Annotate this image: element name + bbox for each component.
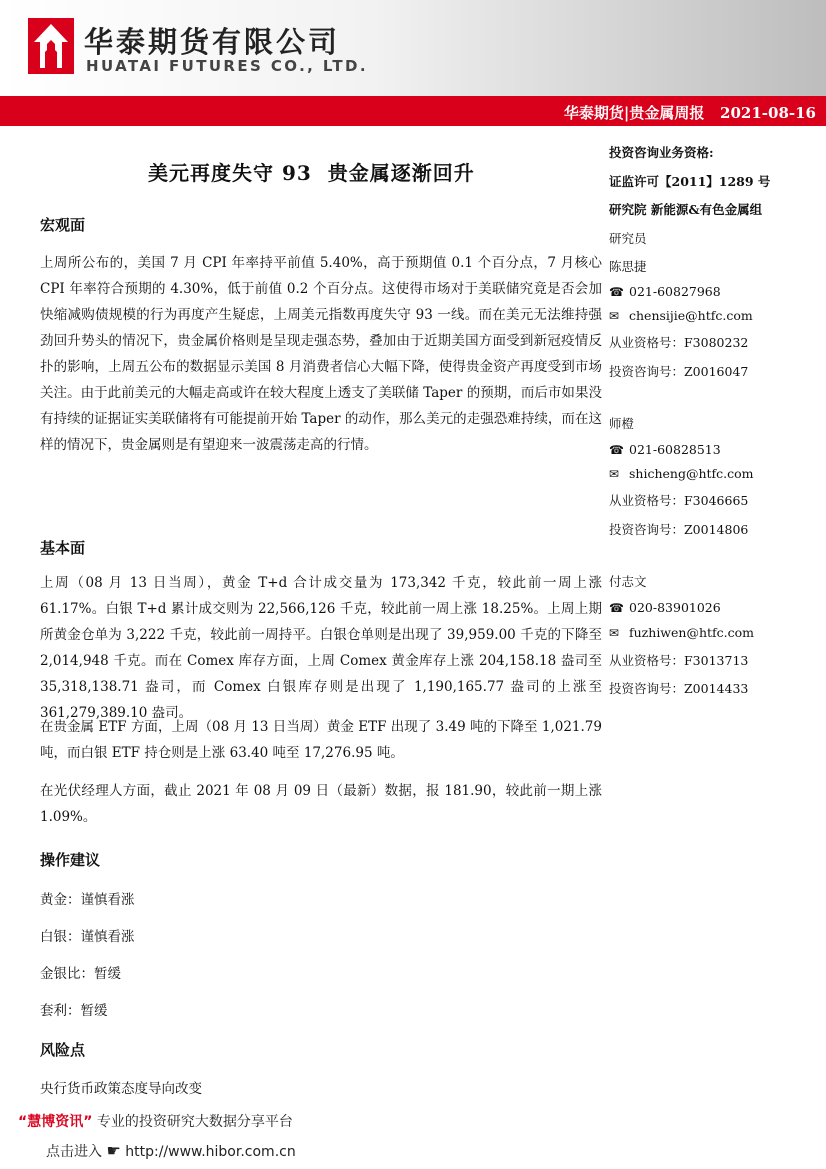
analyst-name: 师橙 xyxy=(609,416,635,431)
institute-group: 研究院 新能源&有色金属组 xyxy=(609,202,763,217)
analyst-name: 陈思捷 xyxy=(609,259,647,274)
envelope-icon: ✉ xyxy=(609,626,620,640)
analyst-phone xyxy=(609,284,819,299)
qualification-title: 投资咨询业务资格: xyxy=(609,145,714,160)
email-text[interactable]: shicheng@htfc.com xyxy=(629,466,754,481)
advice-item: 套利：暂缓 xyxy=(40,1003,108,1019)
analyst-phone xyxy=(609,442,819,457)
macro-paragraph: 上周所公布的，美国 7 月 CPI 年率持平前值 5.40%，高于预期值 0.1 个百分点，7 月核心 CPI 年率符合预期的 4.30%，低于前值 0.2 个百分点。这使得市场对于美联储究竟是否会加快缩减购债规模的行为再度产生疑虑，上周美元指数再度失守 93 一线。而在美元无法维持强劲回升势头的情况下，贵金属价格则是呈现走强态势，叠加由于近期美国方面受到新冠疫情反扑的影响，上周五公布的数据显示美国 8 月消费者信心大幅下降，使得贵金资产再度受到市场关注。由于此前美元的大幅走高或许在较大程度上透支了美联储 Taper 的预期，而后市如果没有持续的证据证实美联储将有可能提前开始 Taper 的动作，那么美元的走强恐难持续，而在这样的情况下，贵金属则是有望迎来一波震荡走高的行情。 xyxy=(40,255,602,453)
advice-item: 黄金：谨慎看涨 xyxy=(40,892,135,908)
macro-heading: 宏观面 xyxy=(40,216,86,234)
report-title: 美元再度失守 93 贵金属逐渐回升 xyxy=(148,161,475,185)
report-line: 华泰期货|贵金属周报 2021-08-16 xyxy=(563,104,816,122)
footer-slogan xyxy=(18,1111,293,1131)
analyst-email[interactable] xyxy=(609,308,819,323)
phone-icon: ☎ xyxy=(609,443,624,457)
license-number: 证监许可【2011】1289 号 xyxy=(609,174,771,189)
email-text[interactable]: chensijie@htfc.com xyxy=(629,308,753,323)
footer-brand: “慧博资讯” xyxy=(18,1114,93,1130)
advice-item: 白银：谨慎看涨 xyxy=(40,929,135,945)
phone-icon: ☎ xyxy=(609,601,624,615)
page-header xyxy=(0,0,826,96)
analyst-qual: 从业资格号：F3046665 xyxy=(609,493,749,508)
risk-heading: 风险点 xyxy=(40,1041,86,1059)
company-logo-icon xyxy=(28,18,74,74)
advice-item: 金银比：暂缓 xyxy=(40,966,121,982)
analyst-name: 付志文 xyxy=(609,574,647,589)
pointing-hand-icon: ☛ xyxy=(106,1141,121,1160)
fundamental-heading: 基本面 xyxy=(40,539,86,557)
risk-text: 央行货币政策态度导向改变 xyxy=(40,1081,202,1097)
footer-link-label[interactable]: 点击进入 xyxy=(46,1144,102,1160)
fundamental-paragraph-3: 在光伏经理人方面，截止 2021 年 08 月 09 日（最新）数据，报 181.90，较此前一期上涨 1.09%。 xyxy=(40,783,602,825)
analyst-qual: 从业资格号：F3013713 xyxy=(609,653,749,668)
company-name-cn: 华泰期货有限公司 xyxy=(84,25,341,59)
email-text[interactable]: fuzhiwen@htfc.com xyxy=(629,625,755,640)
footer-url[interactable]: http://www.hibor.com.cn xyxy=(125,1144,296,1160)
envelope-icon: ✉ xyxy=(609,309,620,323)
footer-link-row[interactable] xyxy=(46,1141,296,1161)
researcher-role: 研究员 xyxy=(609,231,647,246)
analyst-consult: 投资咨询号：Z0014433 xyxy=(609,681,749,696)
footer-slogan-text: 专业的投资研究大数据分享平台 xyxy=(96,1114,293,1130)
envelope-icon: ✉ xyxy=(609,467,620,481)
analyst-phone xyxy=(609,600,819,615)
advice-heading: 操作建议 xyxy=(40,851,101,869)
fundamental-paragraph-1: 上周（08 月 13 日当周），黄金 T+d 合计成交量为 173,342 千克，较此前一周上涨 61.17%。白银 T+d 累计成交则为 22,566,126 千克，较此前一周上涨 18.25%。上周上期所黄金仓单为 3,222 千克，较此前一周持平。白银仓单则是出现了 39,959.00 千克的下降至 2,014,948 千克。而在 Comex 库存方面，上周 Comex 黄金库存上涨 204,158.18 盎司至 35,318,138.71 盎司，而 Comex 白银库存则是出现了 1,190,165.77 盎司的上涨至 361,279,389.10 盎司。 xyxy=(40,575,602,721)
analyst-email[interactable] xyxy=(609,625,819,640)
analyst-email[interactable] xyxy=(609,466,819,481)
analyst-qual: 从业资格号：F3080232 xyxy=(609,335,749,350)
phone-text: 021-60828513 xyxy=(629,442,721,457)
report-banner xyxy=(0,96,826,126)
analyst-consult: 投资咨询号：Z0014806 xyxy=(609,522,749,537)
phone-icon: ☎ xyxy=(609,285,624,299)
phone-text: 021-60827968 xyxy=(629,284,721,299)
phone-text: 020-83901026 xyxy=(629,600,721,615)
company-name-en: HUATAI FUTURES CO., LTD. xyxy=(86,57,368,75)
fundamental-paragraph-2: 在贵金属 ETF 方面，上周（08 月 13 日当周）黄金 ETF 出现了 3.49 吨的下降至 1,021.79 吨，而白银 ETF 持仓则是上涨 63.40 吨至 17,276.95 吨。 xyxy=(40,719,602,761)
analyst-consult: 投资咨询号：Z0016047 xyxy=(609,364,749,379)
